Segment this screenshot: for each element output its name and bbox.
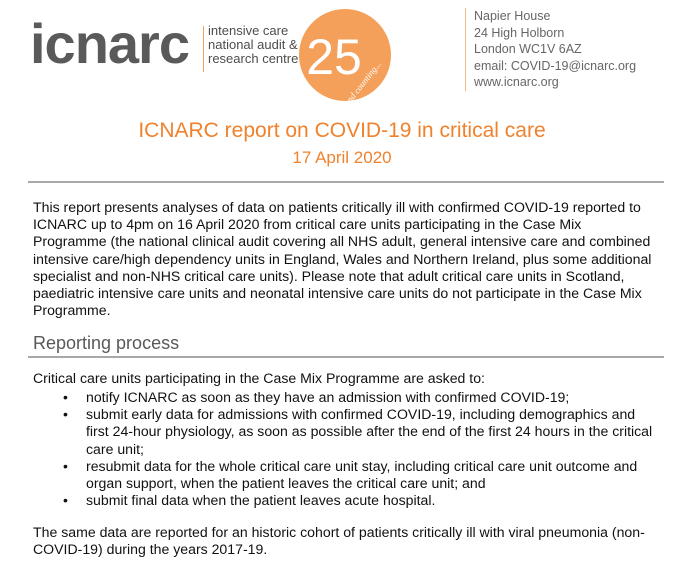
list-item-text: submit early data for admissions with confirmed COVID-19, including demographics and first 24-hour physiology, as soon as possible after the end of the first 24 hours in the critical care unit; [86, 406, 653, 457]
contact-address [465, 8, 684, 91]
list-item-text: submit final data when the patient leaves acute hospital. [86, 492, 436, 509]
anniversary-badge [290, 8, 400, 103]
bullet-icon: • [63, 492, 68, 509]
list-item-text: notify ICNARC as soon as they have an admission with confirmed COVID-19; [86, 389, 570, 405]
list-item [63, 406, 659, 458]
section-divider [28, 356, 664, 358]
logo-tagline [208, 24, 298, 66]
bullet-icon: • [63, 406, 68, 423]
list-item [63, 492, 659, 509]
list-item-text: resubmit data for the whole critical care unit stay, including critical care unit outcome and organ support, when the patient leaves the critical care unit; and [86, 457, 638, 492]
badge-number: 25 [306, 29, 362, 85]
intro-paragraph: This report presents analyses of data on patients critically ill with confirmed COVID-19 reported to ICNARC up to 4pm on 16 April 2020 from critical care units participating in the Case Mix Programme (the national clinical audit covering all NHS adult, general intensive care and combined intensive care/high dependency units in England, Wales and Northern Ireland, plus some additional specialist and non-NHS critical care units). Please note that adult critical care units in Scotland, paediatric intensive care units and neonatal intensive care units do not participate in the Case Mix Programme. [33, 199, 652, 319]
email-link[interactable]: email: COVID-19@icnarc.org [474, 58, 637, 73]
bullet-icon: • [63, 389, 68, 405]
icnarc-logo: icnarc [30, 12, 189, 75]
website-link[interactable]: www.icnarc.org [474, 75, 559, 89]
title-divider [28, 181, 664, 183]
bullet-icon: • [63, 457, 68, 474]
address-line: 24 High Holborn [474, 25, 565, 40]
address-line: London WC1V 6AZ [474, 42, 582, 56]
list-item [63, 458, 659, 492]
page-header [0, 0, 684, 110]
address-line: Napier House [474, 9, 551, 23]
tagline-line: intensive care [208, 23, 289, 38]
reporting-lead: Critical care units participating in the Case Mix Programme are asked to: [33, 370, 485, 386]
tagline-line: national audit & [208, 37, 298, 52]
tagline-line: research centre [208, 51, 299, 66]
reporting-steps-list [63, 389, 659, 509]
report-title: ICNARC report on COVID-19 in critical care [138, 119, 546, 142]
logo-divider [203, 26, 204, 72]
closing-paragraph: The same data are reported for an historic cohort of patients critically ill with viral pneumonia (non-COVID-19) during the years 2017-19. [33, 524, 645, 558]
section-heading-reporting-process: Reporting process [33, 333, 180, 353]
list-item [63, 389, 659, 406]
report-date: 17 April 2020 [292, 148, 392, 167]
